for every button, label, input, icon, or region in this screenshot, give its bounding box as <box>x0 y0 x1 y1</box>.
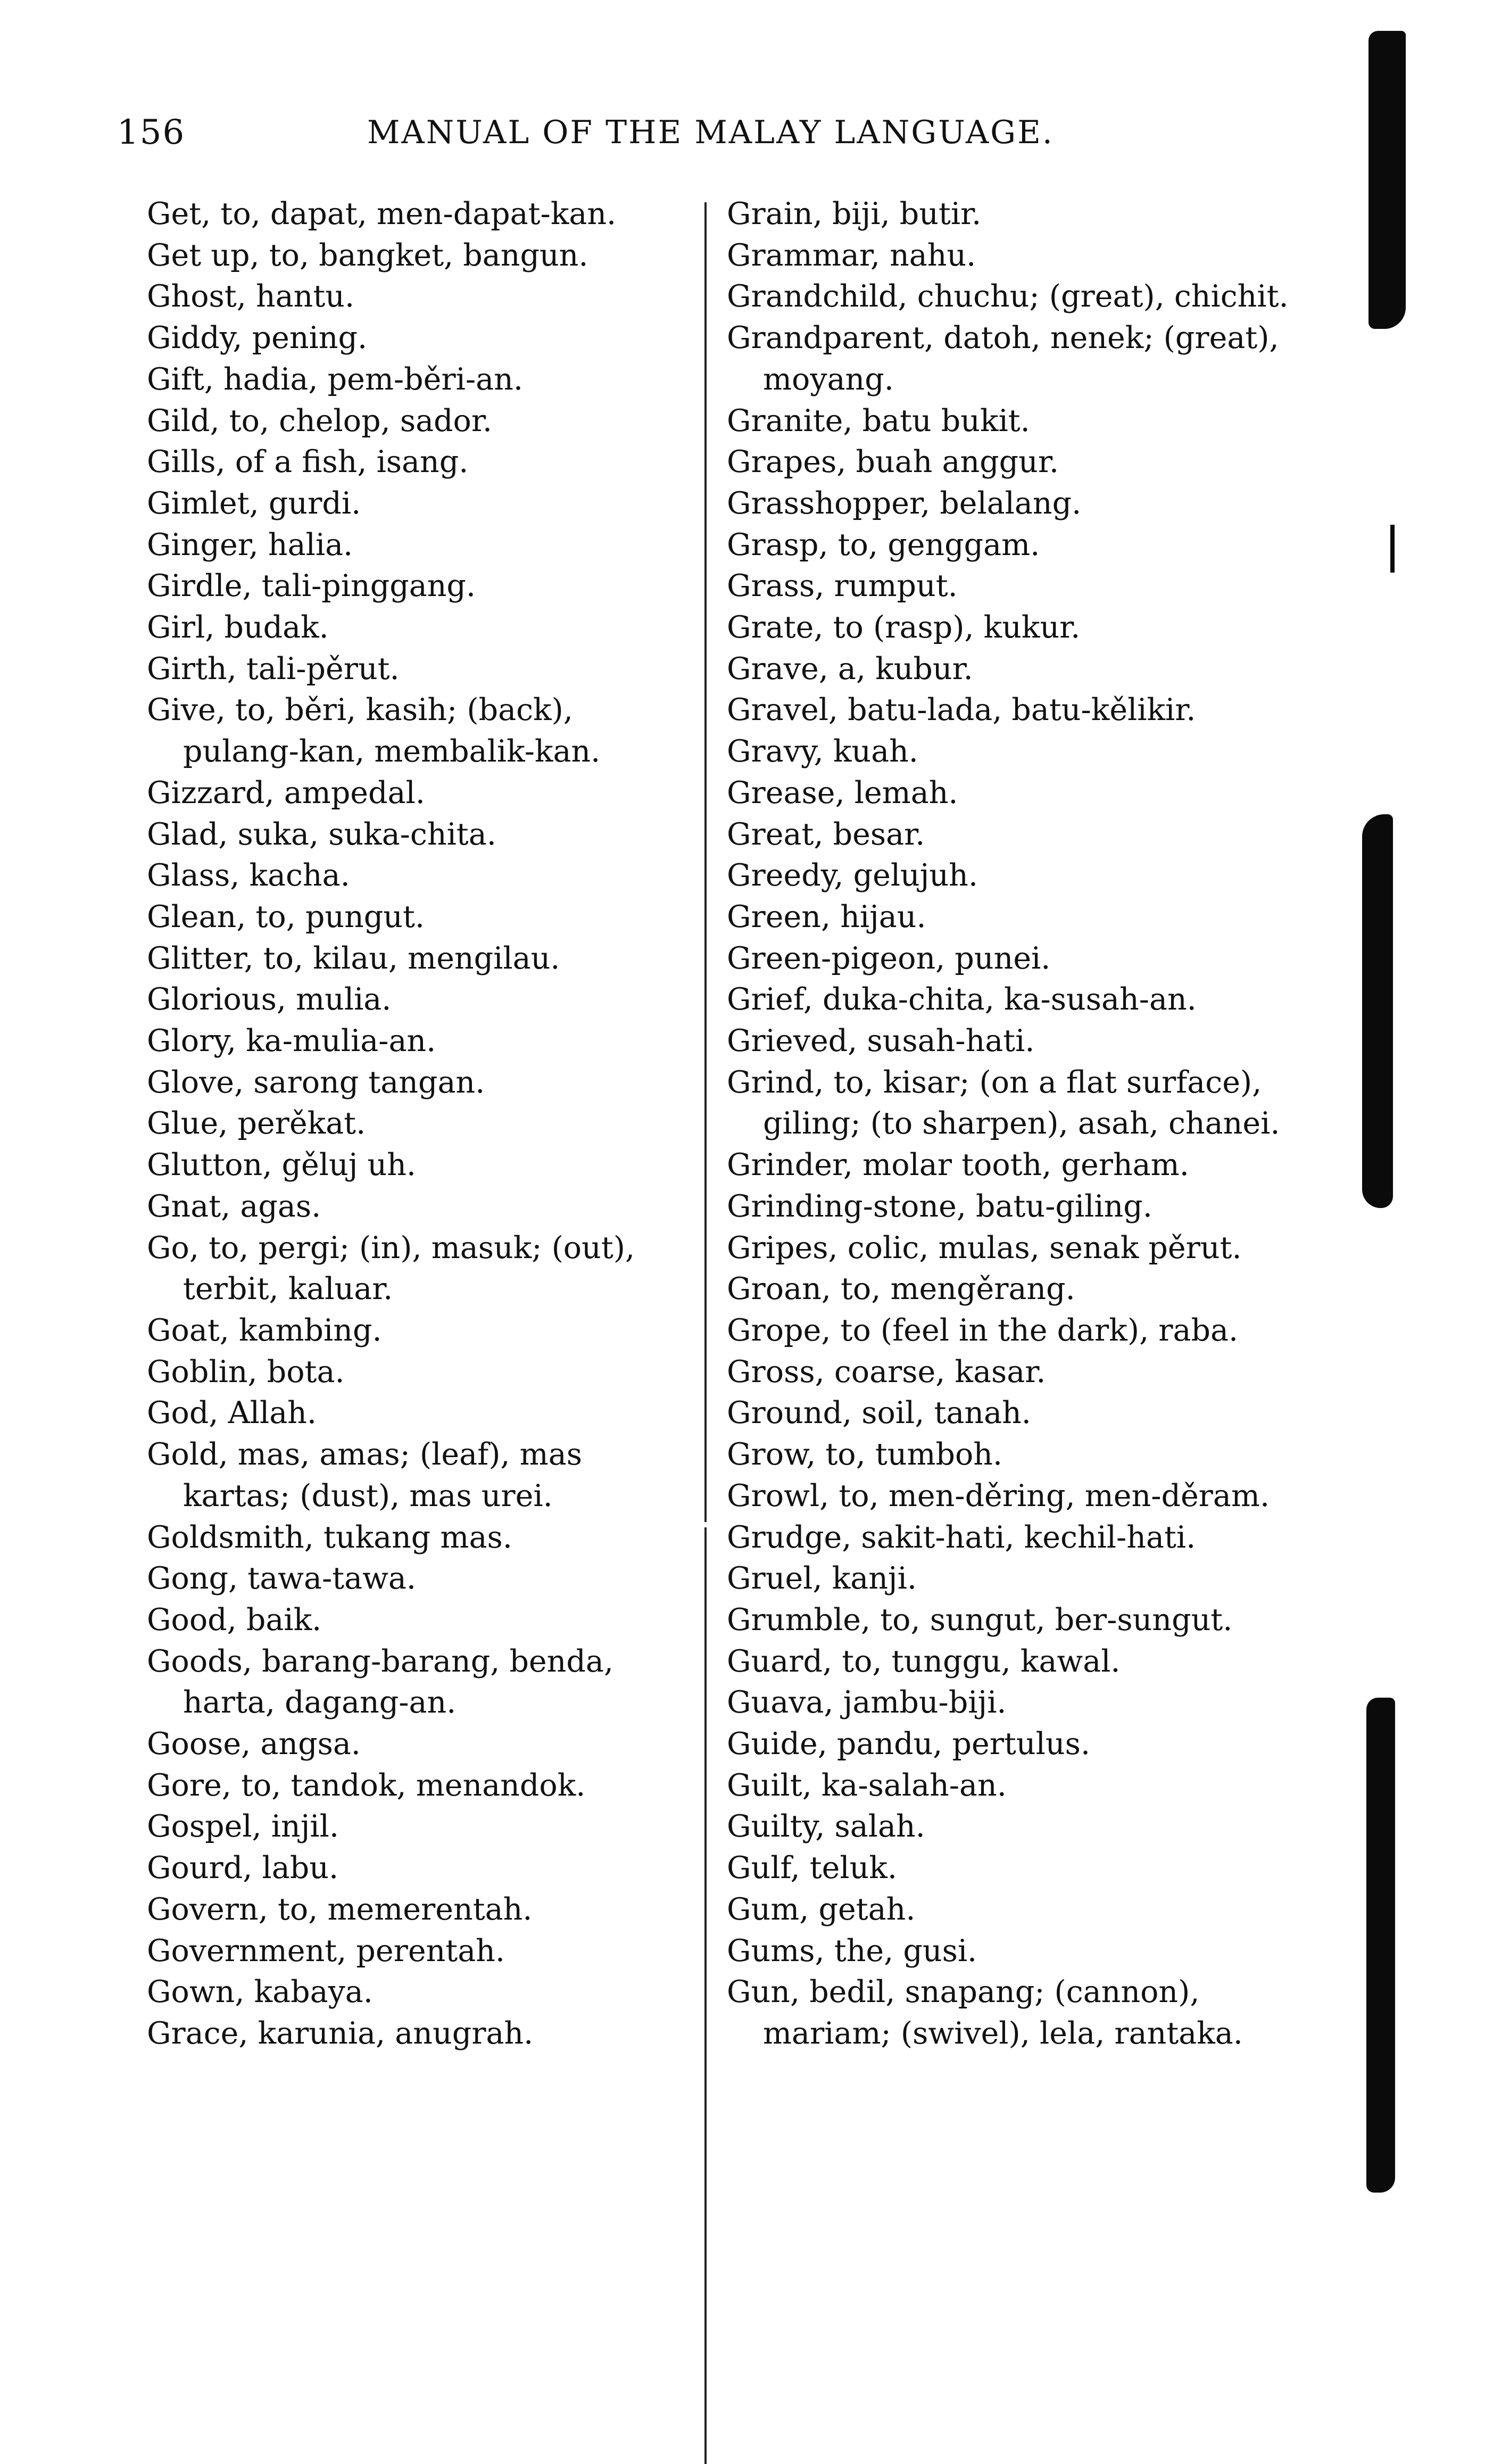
dictionary-entry: Gulf, teluk. <box>727 1850 898 1886</box>
dictionary-entry: Guard, to, tunggu, kawal. <box>727 1643 1121 1679</box>
scan-edge-mark-middle <box>1362 814 1393 1208</box>
dictionary-entry: Girl, budak. <box>147 610 329 646</box>
dictionary-entry: Girth, tali-pěrut. <box>147 651 400 687</box>
dictionary-entry: Guava, jambu-biji. <box>727 1685 1007 1721</box>
dictionary-entry: Government, perentah. <box>147 1933 505 1969</box>
dictionary-entry: Guilty, salah. <box>727 1809 925 1845</box>
dictionary-entry: Gnat, agas. <box>147 1188 321 1224</box>
dictionary-entry: Good, baik. <box>147 1602 322 1638</box>
scan-edge-mark-bottom <box>1366 1698 1395 2193</box>
dictionary-entry: Green, hijau. <box>727 899 926 935</box>
dictionary-entry: Gizzard, ampedal. <box>147 775 425 811</box>
dictionary-entry: Grass, rumput. <box>727 568 958 604</box>
column-divider-upper <box>704 202 707 1522</box>
dictionary-entry: Gourd, labu. <box>147 1850 339 1886</box>
dictionary-entry: Growl, to, men-děring, men-děram. <box>727 1478 1270 1514</box>
dictionary-entry: Guide, pandu, pertulus. <box>727 1726 1090 1762</box>
dictionary-entry: Grate, to (rasp), kukur. <box>727 610 1081 646</box>
scan-edge-mark-top <box>1368 31 1406 329</box>
dictionary-entry: Grammar, nahu. <box>727 237 976 273</box>
dictionary-entry: Gripes, colic, mulas, senak pěrut. <box>727 1230 1242 1266</box>
dictionary-entry: Grave, a, kubur. <box>727 651 973 687</box>
page-number: 156 <box>117 113 186 152</box>
dictionary-entry: Gong, tawa-tawa. <box>147 1561 416 1597</box>
dictionary-entry: Ginger, halia. <box>147 527 353 563</box>
dictionary-entry: Giddy, pening. <box>147 320 368 356</box>
column-divider-lower <box>704 1527 707 2464</box>
scan-edge-mark-small <box>1390 525 1395 573</box>
dictionary-entry: Groan, to, mengěrang. <box>727 1271 1075 1307</box>
dictionary-entry: Grope, to (feel in the dark), raba. <box>727 1312 1239 1348</box>
dictionary-entry: Grow, to, tumboh. <box>727 1437 1003 1473</box>
dictionary-entry: Green-pigeon, punei. <box>727 940 1051 976</box>
dictionary-entry: Grasp, to, genggam. <box>727 527 1040 563</box>
dictionary-entry: Gimlet, gurdi. <box>147 485 361 521</box>
dictionary-entry: God, Allah. <box>147 1395 317 1431</box>
dictionary-entry: Grief, duka-chita, ka-susah-an. <box>727 982 1197 1018</box>
dictionary-entry: Gospel, injil. <box>147 1809 339 1845</box>
dictionary-entry: Glitter, to, kilau, mengilau. <box>147 940 560 976</box>
dictionary-entry: Gravy, kuah. <box>727 734 918 770</box>
dictionary-entry: Gums, the, gusi. <box>727 1933 977 1969</box>
dictionary-entry: Goose, angsa. <box>147 1726 361 1762</box>
dictionary-entry: Glove, sarong tangan. <box>147 1064 485 1100</box>
dictionary-entry: Govern, to, memerentah. <box>147 1891 533 1927</box>
left-column <box>147 194 690 2055</box>
dictionary-entry: Grumble, to, sungut, ber-sungut. <box>727 1602 1233 1638</box>
dictionary-entry: Grasshopper, belalang. <box>727 485 1082 521</box>
dictionary-entry: Grain, biji, butir. <box>727 196 982 231</box>
dictionary-entry: Gruel, kanji. <box>727 1561 917 1597</box>
dictionary-entry: Gild, to, chelop, sador. <box>147 403 492 439</box>
dictionary-entry: Guilt, ka-salah-an. <box>727 1767 1007 1803</box>
dictionary-entry: Grind, to, kisar; (on a flat surface), giling; (to sharpen), asah, chanei. <box>727 1064 1280 1142</box>
dictionary-entry: Go, to, pergi; (in), masuk; (out), terbit, kaluar. <box>147 1230 635 1307</box>
dictionary-entry: Glue, perěkat. <box>147 1106 366 1142</box>
dictionary-entry: Goldsmith, tukang mas. <box>147 1519 512 1555</box>
dictionary-entry: Ground, soil, tanah. <box>727 1395 1031 1431</box>
dictionary-entry: Glean, to, pungut. <box>147 899 425 935</box>
dictionary-entry: Gum, getah. <box>727 1891 916 1927</box>
dictionary-entry: Gown, kabaya. <box>147 1974 373 2010</box>
dictionary-entry: Glorious, mulia. <box>147 982 392 1018</box>
dictionary-entry: Grandparent, datoh, nenek; (great), moyang. <box>727 320 1279 397</box>
dictionary-entry: Gift, hadia, pem-běri-an. <box>147 361 523 397</box>
dictionary-entry: Gravel, batu-lada, batu-kělikir. <box>727 692 1196 728</box>
dictionary-entry: Great, besar. <box>727 816 925 852</box>
dictionary-entry: Ghost, hantu. <box>147 279 355 315</box>
dictionary-entry: Grudge, sakit-hati, kechil-hati. <box>727 1519 1196 1555</box>
dictionary-entry: Gore, to, tandok, menandok. <box>147 1767 586 1803</box>
dictionary-entry: Goods, barang-barang, benda, harta, dagang-an. <box>147 1643 613 1721</box>
dictionary-entry: Grace, karunia, anugrah. <box>147 2015 534 2051</box>
dictionary-entry: Glad, suka, suka-chita. <box>147 816 496 852</box>
dictionary-entry: Grapes, buah anggur. <box>727 444 1059 480</box>
dictionary-entry: Glutton, gěluj uh. <box>147 1147 417 1183</box>
dictionary-entry: Grandchild, chuchu; (great), chichit. <box>727 279 1289 315</box>
dictionary-entry: Grinder, molar tooth, gerham. <box>727 1147 1189 1183</box>
dictionary-entry: Goat, kambing. <box>147 1312 382 1348</box>
dictionary-entry: Granite, batu bukit. <box>727 403 1030 439</box>
dictionary-entry: Get up, to, bangket, bangun. <box>147 237 588 273</box>
running-head: MANUAL OF THE MALAY LANGUAGE. <box>367 114 1054 151</box>
dictionary-entry: Give, to, běri, kasih; (back), pulang-kan, membalik-kan. <box>147 692 601 770</box>
dictionary-entry: Grieved, susah-hati. <box>727 1023 1035 1059</box>
right-column <box>727 194 1307 2055</box>
dictionary-entry: Greedy, gelujuh. <box>727 858 978 894</box>
dictionary-entry: Goblin, bota. <box>147 1354 345 1390</box>
dictionary-entry: Gun, bedil, snapang; (cannon), mariam; (swivel), lela, rantaka. <box>727 1974 1243 2051</box>
dictionary-entry: Get, to, dapat, men-dapat-kan. <box>147 196 617 231</box>
dictionary-entry: Grinding-stone, batu-giling. <box>727 1188 1152 1224</box>
dictionary-entry: Grease, lemah. <box>727 775 958 811</box>
dictionary-entry: Gold, mas, amas; (leaf), mas kartas; (dust), mas urei. <box>147 1437 582 1514</box>
dictionary-entry: Glass, kacha. <box>147 858 350 894</box>
dictionary-entry: Gills, of a fish, isang. <box>147 444 469 480</box>
dictionary-entry: Gross, coarse, kasar. <box>727 1354 1046 1390</box>
dictionary-entry: Girdle, tali-pinggang. <box>147 568 476 604</box>
dictionary-entry: Glory, ka-mulia-an. <box>147 1023 436 1059</box>
